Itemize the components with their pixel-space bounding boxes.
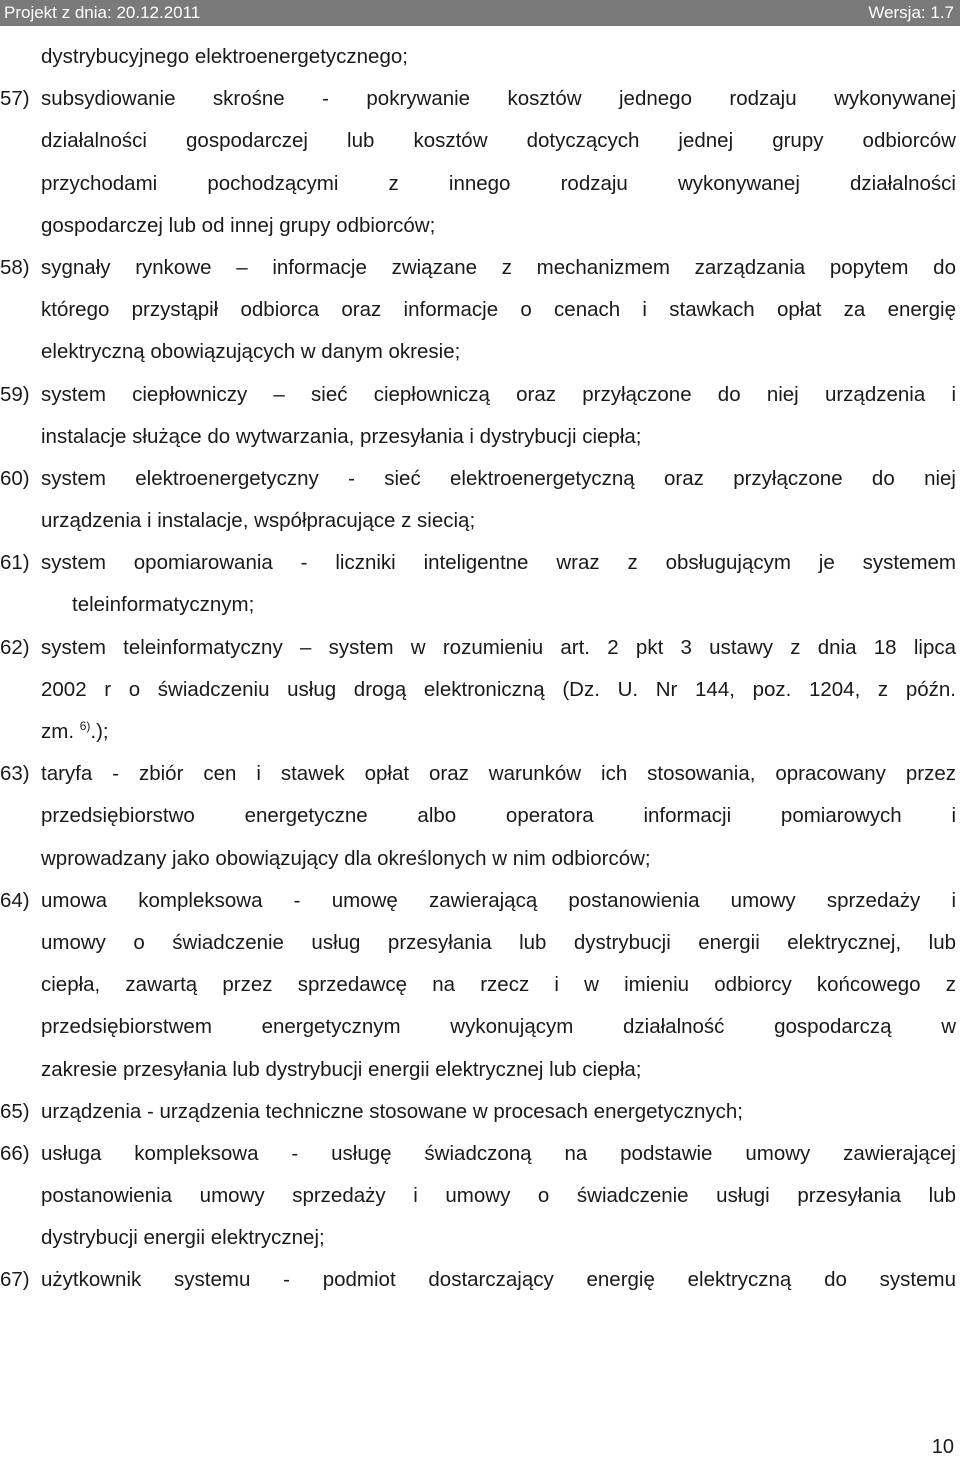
- definition-item: [0, 753, 960, 880]
- definition-item: [0, 78, 960, 247]
- continuation-line: dystrybucyjnego elektroenergetycznego;: [41, 45, 408, 68]
- project-date: Projekt z dnia: 20.12.2011: [4, 3, 201, 22]
- item-text-line: urządzenia i instalacje, współpracujące z siecią;: [41, 509, 476, 533]
- document-body: [0, 36, 960, 1302]
- item-number: 63): [0, 762, 30, 786]
- item-text-line: system elektroenergetyczny - sieć elektroenergetyczną oraz przyłączone do niej: [41, 466, 956, 490]
- definition-item: [0, 458, 960, 542]
- item-text-line: dystrybucji energii elektrycznej;: [41, 1226, 325, 1250]
- item-text-line: gospodarczej lub od innej grupy odbiorców;: [41, 213, 436, 237]
- item-number: 58): [0, 255, 30, 279]
- definition-item: [0, 627, 960, 754]
- item-text-line: taryfa - zbiór cen i stawek opłat oraz warunków ich stosowania, opracowany przez: [41, 762, 956, 786]
- item-text-line: przedsiębiorstwo energetyczne albo operatora informacji pomiarowych i: [41, 804, 956, 828]
- definition-item: [0, 1091, 960, 1133]
- item-text-line: urządzenia - urządzenia techniczne stosowane w procesach energetycznych;: [41, 1099, 743, 1123]
- item-text-line: system ciepłowniczy – sieć ciepłowniczą oraz przyłączone do niej urządzenia i: [41, 382, 956, 406]
- item-text-line: zakresie przesyłania lub dystrybucji energii elektrycznej lub ciepła;: [41, 1057, 642, 1081]
- footnote-ref[interactable]: 6): [79, 719, 91, 733]
- definitions-list: [0, 78, 960, 1301]
- item-text-line: instalacje służące do wytwarzania, przesyłania i dystrybucji ciepła;: [41, 424, 642, 448]
- item-text-line: sygnały rynkowe – informacje związane z mechanizmem zarządzania popytem do: [41, 255, 956, 279]
- item-text-line: przychodami pochodzącymi z innego rodzaju wykonywanej działalności: [41, 171, 956, 195]
- item-text-line: przedsiębiorstwem energetycznym wykonującym działalność gospodarczą w: [41, 1015, 956, 1039]
- amendment-abbrev: zm.: [41, 720, 75, 743]
- item-text-line: postanowienia umowy sprzedaży i umowy o świadczenie usługi przesyłania lub: [41, 1184, 956, 1208]
- item-number: 59): [0, 382, 30, 406]
- item-text-line: umowa kompleksowa - umowę zawierającą postanowienia umowy sprzedaży i: [41, 888, 956, 912]
- version-label: Wersja: 1.7: [868, 3, 954, 22]
- item-text-line: ciepła, zawartą przez sprzedawcę na rzecz i w imieniu odbiorcy końcowego z: [41, 973, 956, 997]
- page-header: [0, 0, 960, 26]
- item-number: 64): [0, 888, 30, 912]
- item-text-line: usługa kompleksowa - usługę świadczoną na podstawie umowy zawierającej: [41, 1141, 956, 1165]
- item-text-line: elektryczną obowiązujących w danym okresie;: [41, 340, 461, 364]
- item-text-line: 2002 r o świadczeniu usług drogą elektroniczną (Dz. U. Nr 144, poz. 1204, z późn.: [41, 677, 956, 701]
- item-text-line: działalności gospodarczej lub kosztów dotyczących jednej grupy odbiorców: [41, 129, 956, 153]
- item-text-line: użytkownik systemu - podmiot dostarczający energię elektryczną do systemu: [41, 1268, 956, 1292]
- item-number: 66): [0, 1141, 30, 1165]
- item-text-line: teleinformatycznym;: [72, 593, 255, 617]
- item-text-line: umowy o świadczenie usług przesyłania lub dystrybucji energii elektrycznej, lub: [41, 930, 956, 954]
- definition-item: [0, 880, 960, 1091]
- item-text-line: subsydiowanie skrośne - pokrywanie kosztów jednego rodzaju wykonywanej: [41, 87, 956, 111]
- definition-item: [0, 374, 960, 458]
- item-number: 57): [0, 87, 30, 111]
- item-number: 65): [0, 1099, 30, 1123]
- item-text-line: system opomiarowania - liczniki inteligentne wraz z obsługującym je systemem: [41, 551, 956, 575]
- item-text-line: wprowadzany jako obowiązujący dla określonych w nim odbiorców;: [41, 846, 651, 870]
- page-number: 10: [931, 1436, 954, 1458]
- item-number: 67): [0, 1268, 30, 1292]
- definition-item: [0, 247, 960, 374]
- item-text-line: którego przystąpił odbiorca oraz informacje o cenach i stawkach opłat za energię: [41, 298, 956, 322]
- definition-item: [0, 542, 960, 626]
- closing-punctuation: .);: [90, 720, 109, 743]
- item-number: 61): [0, 551, 30, 575]
- item-number: 62): [0, 635, 30, 659]
- item-text-line: [41, 711, 956, 753]
- item-number: 60): [0, 466, 30, 490]
- definition-item: [0, 1133, 960, 1260]
- definition-item: [0, 1259, 960, 1301]
- item-text-line: system teleinformatyczny – system w rozumieniu art. 2 pkt 3 ustawy z dnia 18 lipca: [41, 635, 956, 659]
